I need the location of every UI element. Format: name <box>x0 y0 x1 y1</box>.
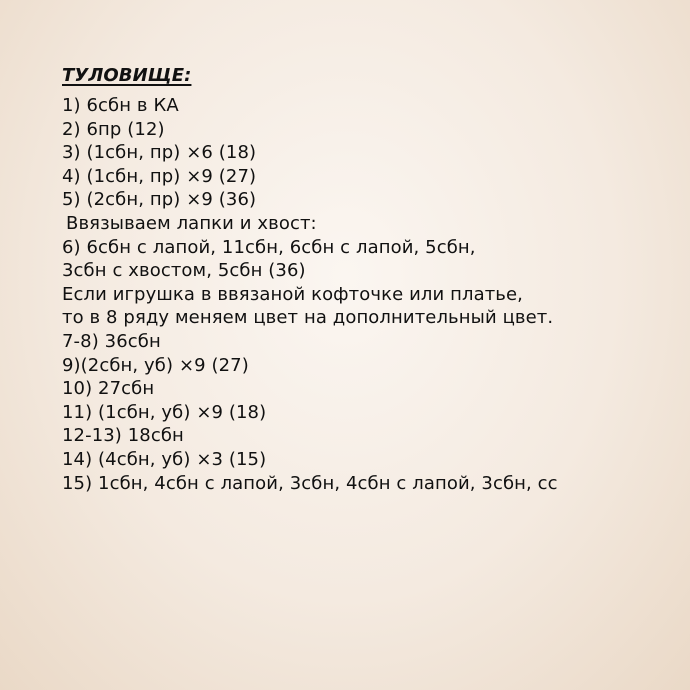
instruction-line: 10) 27сбн <box>62 378 155 400</box>
instruction-line: Если игрушка в ввязаной кофточке или платье, <box>62 283 523 305</box>
instruction-line: 7-8) 36сбн <box>62 330 161 352</box>
instruction-line: 2) 6пр (12) <box>62 118 165 140</box>
instruction-line: 4) (1сбн, пр) ×9 (27) <box>62 165 257 187</box>
instruction-line: 6) 6сбн с лапой, 11сбн, 6сбн с лапой, 5сбн, <box>62 236 476 258</box>
instruction-line: 3сбн с хвостом, 5сбн (36) <box>62 260 306 282</box>
instruction-line: 15) 1сбн, 4сбн с лапой, 3сбн, 4сбн с лапой, 3сбн, сс <box>62 472 558 494</box>
instruction-line: 9)(2сбн, уб) ×9 (27) <box>62 354 249 376</box>
instruction-line: 1) 6сбн в КА <box>62 95 179 116</box>
instruction-line: Ввязываем лапки и хвост: <box>66 212 317 234</box>
instruction-line: 11) (1сбн, уб) ×9 (18) <box>62 401 267 423</box>
instruction-line: то в 8 ряду меняем цвет на дополнительный цвет. <box>62 307 554 329</box>
instruction-line: 12-13) 18сбн <box>62 425 184 447</box>
instruction-line: 14) (4сбн, уб) ×3 (15) <box>62 448 267 470</box>
instruction-line: 5) (2сбн, пр) ×9 (36) <box>62 189 257 211</box>
instruction-list <box>62 94 672 495</box>
section-title: ТУЛОВИЩЕ: <box>62 65 192 86</box>
pattern-text <box>62 62 672 495</box>
instruction-line: 3) (1сбн, пр) ×6 (18) <box>62 142 257 164</box>
